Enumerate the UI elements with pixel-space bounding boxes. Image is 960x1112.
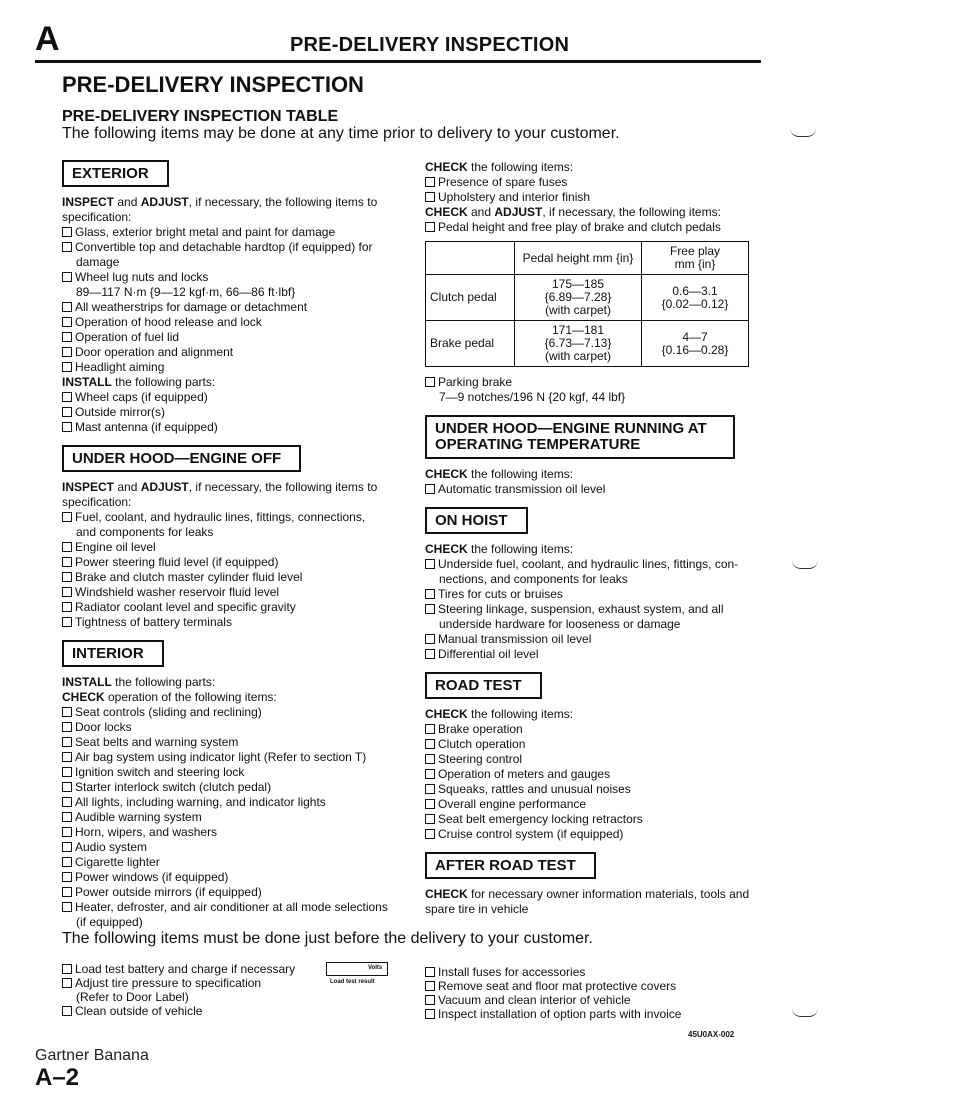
checklist-item: Seat belt emergency locking retractors [425,812,765,827]
checklist-item: Fuel, coolant, and hydraulic lines, fittings, connections, [62,510,392,525]
checklist-item: All lights, including warning, and indicator lights [62,795,392,810]
checklist-item: Tires for cuts or bruises [425,587,765,602]
checklist-item: Operation of meters and gauges [425,767,765,782]
checkbox-icon [425,995,435,1005]
checklist-item: Underside fuel, coolant, and hydraulic lines, fittings, con- [425,557,765,572]
checklist-item: Convertible top and detachable hardtop (if equipped) for [62,240,392,255]
checkbox-icon [425,559,435,569]
checkbox-icon [425,1009,435,1019]
volts-label: Volts [368,965,383,971]
checkbox-icon [62,842,72,852]
checklist-item: Audible warning system [62,810,392,825]
checkbox-icon [62,362,72,372]
checklist-item: Brake and clutch master cylinder fluid level [62,570,392,585]
checklist-item: Differential oil level [425,647,765,662]
checklist-item: Starter interlock switch (clutch pedal) [62,780,392,795]
exterior-heading: EXTERIOR [62,160,169,187]
table-row [426,242,749,275]
engine-off-heading: UNDER HOOD—ENGINE OFF [62,445,301,472]
section-letter: A [35,20,60,58]
checkbox-icon [62,422,72,432]
checklist-item: Overall engine performance [425,797,765,812]
checklist-item: Clutch operation [425,737,765,752]
checkbox-icon [62,707,72,717]
checkbox-icon [62,407,72,417]
check-adjust-instruction: CHECK and ADJUST, if necessary, the following items: [425,205,721,219]
table-cell: 171—181 {6.73—7.13} (with carpet) [515,321,642,367]
load-test-label: Load test result [330,979,375,985]
table-cell: 175—185 {6.89—7.28} (with carpet) [515,275,642,321]
checkbox-icon [425,634,435,644]
checklist-item: Glass, exterior bright metal and paint for damage [62,225,392,240]
checklist-item: Adjust tire pressure to specification [62,976,312,990]
table-title: PRE-DELIVERY INSPECTION TABLE [62,108,339,125]
delivery-intro: The following items must be done just before the delivery to your customer. [62,930,593,947]
left-column [62,158,392,930]
checkbox-icon [62,587,72,597]
after-road-test-heading: AFTER ROAD TEST [425,852,596,879]
footer-name: Gartner Banana [35,1047,149,1064]
checklist-item: Power windows (if equipped) [62,870,392,885]
margin-mark [792,1008,818,1017]
checklist-item: Brake operation [425,722,765,737]
checklist-item: Squeaks, rattles and unusual noises [425,782,765,797]
checklist-item: Vacuum and clean interior of vehicle [425,993,765,1007]
table-cell: Clutch pedal [426,275,515,321]
checklist-item: Seat belts and warning system [62,735,392,750]
checkbox-icon [62,617,72,627]
checklist-item: Engine oil level [62,540,392,555]
checklist-item-cont: and components for leaks [76,525,214,539]
checkbox-icon [62,227,72,237]
on-hoist-heading: ON HOIST [425,507,528,534]
checklist-item: Cruise control system (if equipped) [425,827,765,842]
checkbox-icon [62,752,72,762]
table-header: Free play mm {in} [642,242,749,275]
checkbox-icon [62,827,72,837]
check-instruction: CHECK the following items: [425,707,574,721]
checkbox-icon [425,222,435,232]
check-instruction: CHECK the following items: [425,542,574,556]
table-cell: 4—7 {0.16—0.28} [642,321,749,367]
checklist-item: Radiator coolant level and specific gravity [62,600,392,615]
checkbox-icon [62,797,72,807]
checkbox-icon [62,557,72,567]
checklist-item-cont: (if equipped) [76,915,143,929]
table-cell: 0.6—3.1 {0.02—0.12} [642,275,749,321]
checklist-item: Headlight aiming [62,360,392,375]
checkbox-icon [425,981,435,991]
checklist-item: Audio system [62,840,392,855]
exterior-instruction: INSPECT and ADJUST, if necessary, the following items to specification: [62,195,378,224]
checklist-item: Mast antenna (if equipped) [62,420,392,435]
checkbox-icon [62,812,72,822]
checkbox-icon [425,377,435,387]
checklist-item: Install fuses for accessories [425,965,765,979]
checkbox-icon [62,602,72,612]
checklist-item-cont: (Refer to Door Label) [76,990,189,1004]
checklist-item: Steering linkage, suspension, exhaust system, and all [425,602,765,617]
checklist-item: Operation of hood release and lock [62,315,392,330]
checkbox-icon [62,737,72,747]
checkbox-icon [425,754,435,764]
checkbox-icon [62,767,72,777]
checklist-item: Outside mirror(s) [62,405,392,420]
page-title: PRE-DELIVERY INSPECTION [62,72,364,97]
page-number: A–2 [35,1064,80,1091]
checkbox-icon [425,177,435,187]
delivery-left-list [62,962,312,1018]
header-rule [35,60,761,63]
checkbox-icon [62,782,72,792]
table-header: Pedal height mm {in} [515,242,642,275]
checklist-item: Heater, defroster, and air conditioner at all mode selections [62,900,392,915]
checklist-item: Windshield washer reservoir fluid level [62,585,392,600]
checklist-item: Upholstery and interior finish [425,190,765,205]
checkbox-icon [62,542,72,552]
engine-running-heading: UNDER HOOD—ENGINE RUNNING AT OPERATING TEMPERATURE [425,415,735,459]
check-instruction-cont: spare tire in vehicle [425,902,529,916]
interior-heading: INTERIOR [62,640,164,667]
checklist-item-cont: nections, and components for leaks [439,572,628,586]
checkbox-icon [425,484,435,494]
delivery-right-list [425,965,765,1021]
table-cell: Brake pedal [426,321,515,367]
checklist-item: Wheel caps (if equipped) [62,390,392,405]
table-cell [426,242,515,275]
checkbox-icon [62,722,72,732]
checkbox-icon [425,724,435,734]
checklist-item: Wheel lug nuts and locks [62,270,392,285]
checkbox-icon [62,978,72,988]
checkbox-icon [425,589,435,599]
checkbox-icon [425,769,435,779]
install-instruction: INSTALL the following parts: [62,675,216,689]
checklist-item: Load test battery and charge if necessary [62,962,312,976]
header-title: PRE-DELIVERY INSPECTION [290,34,570,56]
checkbox-icon [425,739,435,749]
check-instruction: CHECK for necessary owner information materials, tools and [425,887,750,901]
checklist-item: Door operation and alignment [62,345,392,360]
checkbox-icon [62,857,72,867]
checkbox-icon [425,829,435,839]
check-instruction: CHECK the following items: [425,467,574,481]
checklist-item: Power outside mirrors (if equipped) [62,885,392,900]
checkbox-icon [62,512,72,522]
install-instruction: INSTALL the following parts: [62,375,216,389]
checkbox-icon [62,964,72,974]
checkbox-icon [62,887,72,897]
checklist-item: Air bag system using indicator light (Refer to section T) [62,750,392,765]
table-row [426,275,749,321]
engine-off-instruction: INSPECT and ADJUST, if necessary, the following items to specification: [62,480,378,509]
checklist-item: Steering control [425,752,765,767]
check-instruction: CHECK operation of the following items: [62,690,277,704]
checklist-item: Tightness of battery terminals [62,615,392,630]
margin-mark [792,560,818,569]
checklist-item: Seat controls (sliding and reclining) [62,705,392,720]
checklist-item-cont: underside hardware for looseness or damage [439,617,681,631]
check-instruction: CHECK the following items: [425,160,574,174]
checkbox-icon [62,302,72,312]
checklist-item: All weatherstrips for damage or detachment [62,300,392,315]
checklist-item: Inspect installation of option parts with invoice [425,1007,765,1021]
checkbox-icon [62,872,72,882]
checklist-item: Power steering fluid level (if equipped) [62,555,392,570]
checklist-item: Ignition switch and steering lock [62,765,392,780]
checkbox-icon [425,604,435,614]
checkbox-icon [425,649,435,659]
checklist-item: Remove seat and floor mat protective covers [425,979,765,993]
table-row [426,321,749,367]
parking-spec: 7—9 notches/196 N {20 kgf, 44 lbf} [439,390,626,404]
checkbox-icon [425,192,435,202]
checklist-item: Cigarette lighter [62,855,392,870]
checklist-item-cont: damage [76,255,120,269]
right-column [425,160,765,917]
checkbox-icon [62,242,72,252]
checkbox-icon [62,272,72,282]
checkbox-icon [62,902,72,912]
checkbox-icon [62,392,72,402]
checkbox-icon [62,332,72,342]
checklist-item: Pedal height and free play of brake and clutch pedals [425,220,765,235]
checkbox-icon [425,799,435,809]
checklist-item: Presence of spare fuses [425,175,765,190]
pedal-spec-table [425,241,749,367]
checkbox-icon [425,784,435,794]
intro-text: The following items may be done at any time prior to delivery to your customer. [62,125,620,142]
checkbox-icon [62,317,72,327]
margin-mark [790,128,816,137]
checkbox-icon [425,967,435,977]
checkbox-icon [62,347,72,357]
figure-code: 45U0AX-002 [688,1030,735,1039]
checkbox-icon [62,572,72,582]
checklist-item: Parking brake [425,375,765,390]
checklist-item: Automatic transmission oil level [425,482,765,497]
lug-spec: 89—117 N·m {9—12 kgf·m, 66—86 ft·lbf} [76,285,296,299]
checklist-item: Clean outside of vehicle [62,1004,312,1018]
road-test-heading: ROAD TEST [425,672,542,699]
checklist-item: Manual transmission oil level [425,632,765,647]
checkbox-icon [425,814,435,824]
checklist-item: Horn, wipers, and washers [62,825,392,840]
checkbox-icon [62,1006,72,1016]
checklist-item: Door locks [62,720,392,735]
checklist-item: Operation of fuel lid [62,330,392,345]
